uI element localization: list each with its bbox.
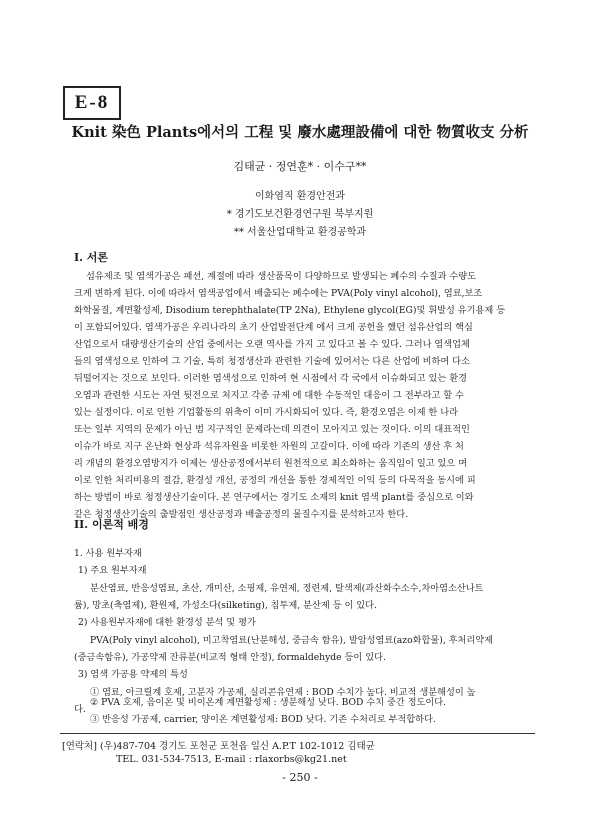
body-line: 이슈가 바로 지구 온난화 현상과 석유자원을 비롯한 자원의 고갈이다. 이에 따라 기존의 생산 후 처	[74, 441, 464, 452]
body-line: ② PVA 호제, 음이온 및 비이온계 계면활성제 : 생분해성 낮다. BOD 수치 중간 정도이다.	[90, 697, 447, 708]
body-line: 륨), 망초(축염제), 환원제, 가성소다(silketing), 침투제, 분산제 등 이 있다.	[74, 600, 377, 611]
section-1-heading: I. 서론	[74, 251, 109, 264]
body-line: 1) 주요 원부자재	[78, 565, 147, 576]
body-line: ① 염료, 아크릴계 호제, 고분자 가공제, 실리콘유연제 : BOD 수치가 높다. 비교적 생분해성이 높	[90, 687, 476, 698]
affiliation-3: ** 서울산업대학교 환경공학과	[233, 227, 367, 238]
body-line: 2) 사용원부자재에 대한 환경성 분석 및 평가	[78, 617, 256, 628]
body-line: 크게 변하게 된다. 이에 따라서 염색공업에서 배출되는 폐수에는 PVA(Poly vinyl alcohol), 염료,보조	[74, 288, 483, 299]
body-line: 이 포함되어있다. 염색가공은 우리나라의 초기 산업발전단계 에서 크게 공헌을 했던 섬유산업의 핵심	[74, 322, 473, 333]
contact-line: [연락처] (우)487-704 경기도 포천군 포천읍 일신 A.P.T 102-1012 김태균	[62, 741, 375, 752]
body-line: 같은 청정생산기술의 출발점인 생산공정과 배출공정의 물질수지를 분석하고자 한다.	[74, 509, 408, 520]
body-line: 이로 인한 처리비용의 절감, 환경성 개선, 공정의 개선을 통한 경제적인 이익 등의 다목적을 동시에 피	[74, 475, 476, 486]
body-line: 분산염료, 반응성염료, 초산, 개미산, 소핑제, 유연제, 정련제, 탈색제(과산화수소수,차아염소산나트	[90, 583, 484, 594]
affiliation-2: * 경기도보건환경연구원 북부지원	[226, 209, 374, 220]
section-2-heading: II. 이론적 배경	[74, 518, 149, 531]
body-line: 1. 사용 원부자재	[74, 548, 142, 559]
body-line: (중금속함유), 가공약제 잔류분(비교적 형태 안정), formaldehyde 등이 있다.	[74, 652, 386, 663]
body-line: 산업으로서 대량생산기술의 산업 중에서는 오랜 역사를 가지 고 있다고 볼 수 있다. 그러나 염색업체	[74, 339, 470, 350]
body-line: 화학물질, 계면활성제, Disodium terephthalate(TP 2Na), Ethylene glycol(EG)및 휘발성 유기용제 등	[74, 305, 506, 316]
body-line: 오염과 관련한 시도는 자연 뒷전으로 처지고 각종 규제 에 대한 수동적인 대응이 그 전부라고 할 수	[74, 390, 464, 401]
body-line: ③ 반응성 가공제, carrier, 양이온 계면활성제: BOD 낮다. 기존 수처리로 부적합하다.	[90, 714, 436, 725]
paper-title: Knit 染色 Plants에서의 工程 및 廢水處理設備에 대한 物質收支 分析	[71, 124, 529, 141]
body-line: 리 개념의 환경오염방지가 이제는 생산공정에서부터 원천적으로 최소화하는 움직임이 일고 있으 며	[74, 458, 468, 469]
body-line: 있는 실정이다. 이로 인한 기업활동의 위축이 이미 가시화되어 있다. 즉, 환경오염은 이제 한 나라	[74, 407, 458, 418]
body-line: 하는 방법이 바로 청정생산기술이다. 본 연구에서는 경기도 소재의 knit 염색 plant를 중심으로 이와	[74, 492, 474, 503]
paper-tag: E-8	[63, 86, 121, 120]
body-line: PVA(Poly vinyl alcohol), 미고착염료(난분해성, 중금속 함유), 발암성염료(azo화합물), 후처리약제	[90, 635, 494, 646]
body-line: 다.	[74, 704, 86, 715]
tel-email-line: TEL. 031-534-7513, E-mail : rlaxorbs@kg21.net	[116, 754, 347, 765]
body-line: 들의 염색성으로 인하여 그 기술, 특히 청정생산과 관련한 기술에 있어서는 다른 산업에 비하여 다소	[74, 356, 470, 367]
affiliation-1: 이화염직 환경안전과	[254, 191, 346, 202]
body-line: 또는 일부 지역의 문제가 아닌 범 지구적인 문제라는데 의견이 모아지고 있는 것이다. 이의 대표적인	[74, 424, 470, 435]
body-line: 뒤떨어지는 것으로 보인다. 이러한 염색성으로 인하여 현 시점에서 각 국에서 이슈화되고 있는 환경	[74, 373, 467, 384]
authors: 김태균 · 정연훈* · 이수구**	[233, 160, 367, 173]
body-line: 3) 염색 가공용 약제의 특성	[78, 669, 188, 680]
body-line: 섬유제조 및 염색가공은 패션, 계절에 따라 생산품목이 다양하므로 발생되는 폐수의 수질과 수량도	[86, 271, 477, 282]
footer-divider	[60, 733, 535, 734]
page-number: - 250 -	[282, 771, 318, 784]
